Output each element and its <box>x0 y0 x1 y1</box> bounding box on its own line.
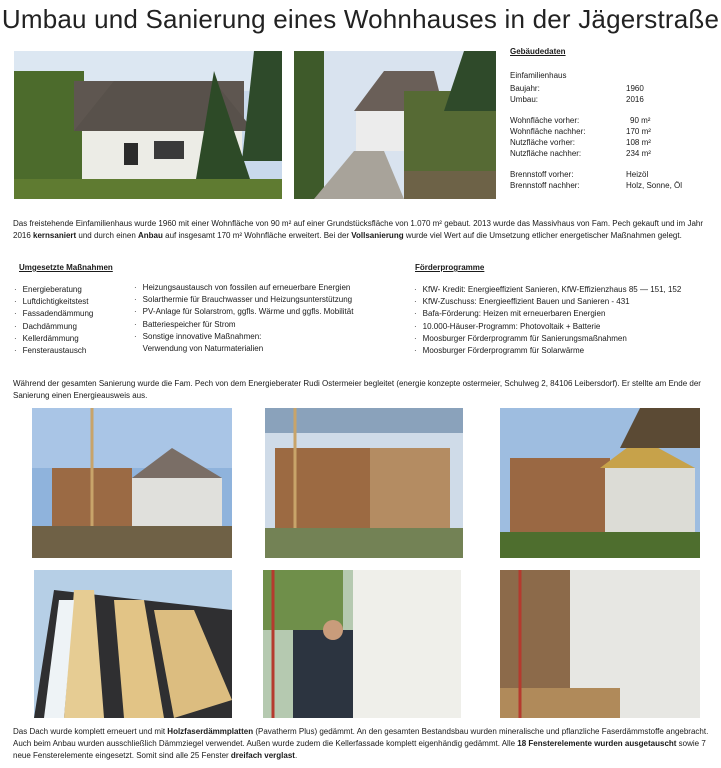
photo-house-before-side <box>294 51 496 199</box>
row-brennstoff-nachher: Brennstoff nachher: Holz, Sonne, Öl <box>510 181 683 190</box>
photo-wall-brick-scaffold <box>500 570 700 718</box>
list-item: · Energieberatung <box>14 284 93 296</box>
photo-construction-3 <box>500 408 700 558</box>
list-item: · Moosburger Förderprogramm für Sanierungsmaßnahmen <box>414 333 681 345</box>
funding-list <box>414 284 681 357</box>
list-item: · Sonstige innovative Maßnahmen: <box>134 331 353 343</box>
building-data-panel <box>510 46 715 191</box>
list-item: · KfW-Zuschuss: Energieeffizient Bauen und Sanieren - 431 <box>414 296 681 308</box>
photo-construction-2 <box>265 408 463 558</box>
photo-construction-1 <box>32 408 232 558</box>
page-title: Umbau und Sanierung eines Wohnhauses in der Jägerstraße <box>1 4 720 34</box>
measures-list-2 <box>134 282 353 355</box>
photo-house-before-front <box>14 51 282 199</box>
row-brennstoff-vorher: Brennstoff vorher: Heizöl <box>510 170 649 179</box>
photo-roof-insulation <box>34 570 232 718</box>
list-item: Verwendung von Naturmaterialien <box>142 344 264 354</box>
funding-heading: Förderprogramme <box>415 263 485 272</box>
list-item: · Heizungsaustausch von fossilen auf erneuerbare Energien <box>134 282 353 294</box>
row-umbau: Umbau: 2016 <box>510 95 644 104</box>
list-item: · Luftdichtigkeitstest <box>14 296 93 308</box>
intro-paragraph: Das freistehende Einfamilienhaus wurde 1960 mit einer Wohnfläche von 90 m² auf einer Grundstücksfläche von 1.070 m² gebaut. 2013 wurde das Massivhaus von Fam. Pech gekauft und im Jahr 2016 kernsaniert und durch einen Anbau auf insgesamt 170 m² Wohnfläche erweitert. Bei der Vollsanierung wurde viel Wert auf die Umsetzung etlicher energetischer Maßnahmen gelegt. <box>13 219 704 240</box>
footer-paragraph: Das Dach wurde komplett erneuert und mit Holzfaserdämmplatten (Pavatherm Plus) gedämmt. An den gesamten Bestandsbau wurden mineralische und pflanzliche Faserdämmstoffe angebracht. Auch beim Anbau wurden ausschließlich Dämmziegel verwendet. Außen wurde zudem die Kellerfassade komplett eigenhändig gedämmt. Alle 18 Fensterelemente wurden ausgetauscht sowie 7 neue Fensterelemente eingesetzt. Somit sind alle 25 Fenster dreifach verglast. <box>13 727 709 760</box>
list-item: · KfW- Kredit: Energieeffizient Sanieren, KfW-Effizienzhaus 85 — 151, 152 <box>414 284 681 296</box>
list-item: · Fensteraustausch <box>14 345 93 357</box>
list-item: · Bafa-Förderung: Heizen mit erneuerbaren Energien <box>414 308 681 320</box>
list-item: · Fassadendämmung <box>14 308 93 320</box>
row-baujahr: Baujahr: 1960 <box>510 84 644 93</box>
consultant-paragraph: Während der gesamten Sanierung wurde die Fam. Pech von dem Energieberater Rudi Ostermeier begleitet (energie konzepte ostermeier, Schulweg 2, 84106 Leibersdorf). Er stellte am Ende der Sanierung einen Energieausweis aus. <box>13 379 701 400</box>
measures-heading: Umgesetzte Maßnahmen <box>19 263 113 272</box>
row-nutzflaeche-vorher: Nutzfläche vorher: 108 m² <box>510 138 651 147</box>
list-item: · Solarthermie für Brauchwasser und Heizungsunterstützung <box>134 294 353 306</box>
list-item: · PV-Anlage für Solarstrom, ggfls. Wärme und ggfls. Mobilität <box>134 306 353 318</box>
building-data-heading: Gebäudedaten <box>510 47 566 56</box>
list-item: · Moosburger Förderprogramm für Solarwärme <box>414 345 681 357</box>
list-item: · Batteriespeicher für Strom <box>134 319 353 331</box>
list-item: · Dachdämmung <box>14 321 93 333</box>
row-wohnflaeche-vorher: Wohnfläche vorher: 90 m² <box>510 116 651 125</box>
row-nutzflaeche-nachher: Nutzfläche nachher: 234 m² <box>510 149 651 158</box>
row-wohnflaeche-nachher: Wohnfläche nachher: 170 m² <box>510 127 651 136</box>
measures-list-1 <box>14 284 93 357</box>
list-item: · 10.000-Häuser-Programm: Photovoltaik + Batterie <box>414 321 681 333</box>
building-type: Einfamilienhaus <box>510 71 567 80</box>
list-item: · Kellerdämmung <box>14 333 93 345</box>
photo-wall-insulation-worker <box>263 570 461 718</box>
